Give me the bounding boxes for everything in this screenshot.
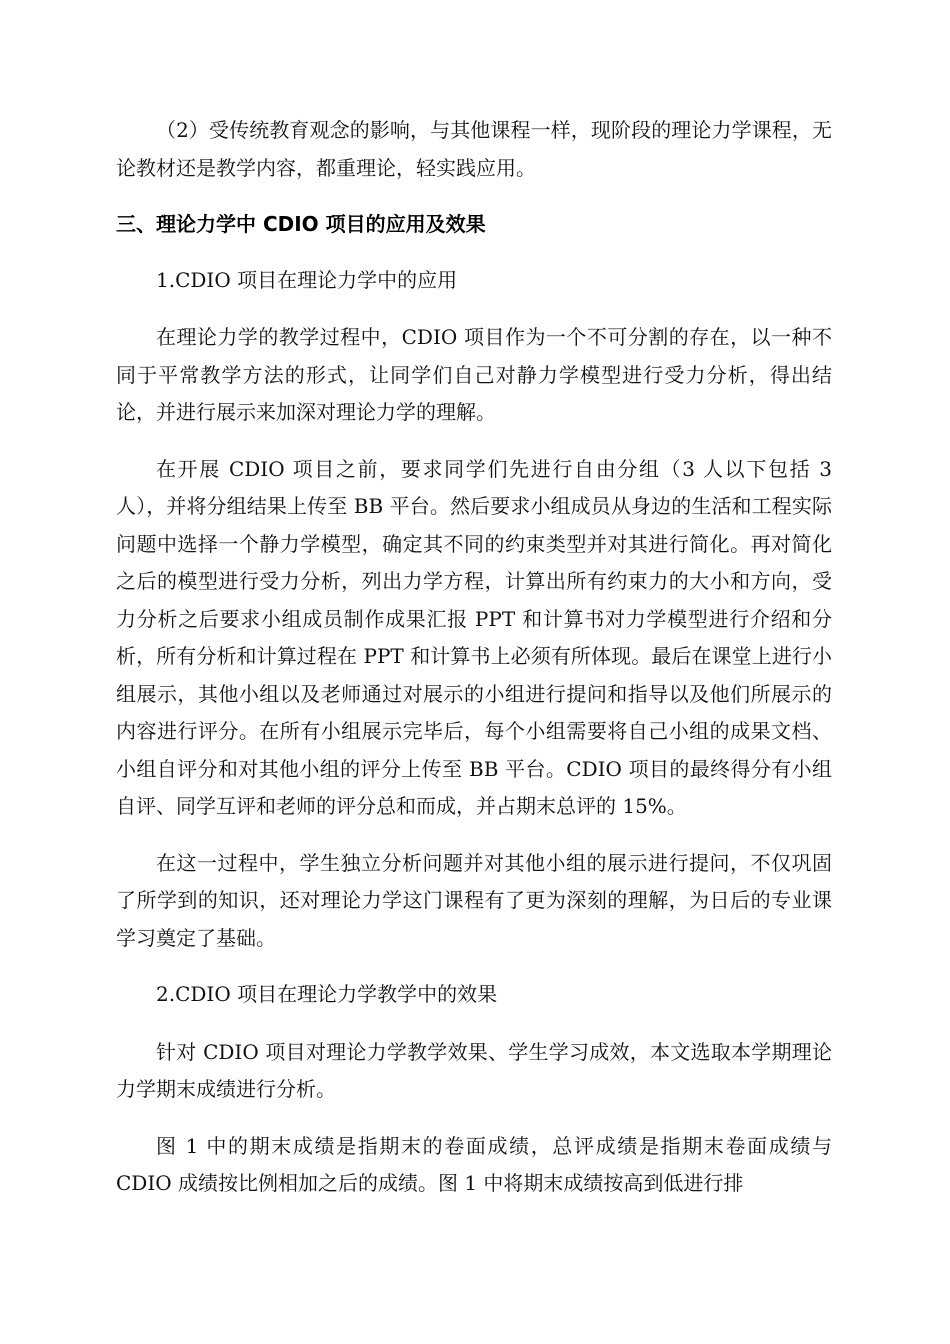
paragraph-cdio-intro: 在理论力学的教学过程中，CDIO 项目作为一个不可分割的存在，以一种不同于平常教学方法的形式，让同学们自己对静力学模型进行受力分析，得出结论，并进行展示来加深对理论力学的理解。 <box>116 325 832 424</box>
paragraph-figure-1-description: 图 1 中的期末成绩是指期末的卷面成绩，总评成绩是指期末卷面成绩与 CDIO 成绩按比例相加之后的成绩。图 1 中将期末成绩按高到低进行排 <box>116 1133 832 1195</box>
paragraph-cdio-process: 在开展 CDIO 项目之前，要求同学们先进行自由分组（3 人以下包括 3 人），并将分组结果上传至 BB 平台。然后要求小组成员从身边的生活和工程实际问题中选择一个静力学模型，确定其不同的约束类型并对其进行简化。再对简化之后的模型进行受力分析，列出力学方程，计算出所有约束力的大小和方向，受力分析之后要求小组成员制作成果汇报 PPT 和计算书对力学模型进行介绍和分析，所有分析和计算过程在 PPT 和计算书上必须有所体现。最后在课堂上进行小组展示，其他小组以及老师通过对展示的小组进行提问和指导以及他们所展示的内容进行评分。在所有小组展示完毕后，每个小组需要将自己小组的成果文档、小组自评分和对其他小组的评分上传至 BB 平台。CDIO 项目的最终得分有小组自评、同学互评和老师的评分总和而成，并占期末总评的 15%。 <box>116 456 832 818</box>
document-body <box>116 112 832 1222</box>
paragraph-reason-2: （2）受传统教育观念的影响，与其他课程一样，现阶段的理论力学课程，无论教材还是教学内容，都重理论，轻实践应用。 <box>116 118 832 180</box>
subsection-heading-1: 1.CDIO 项目在理论力学中的应用 <box>156 267 458 292</box>
paragraph-cdio-benefit: 在这一过程中，学生独立分析问题并对其他小组的展示进行提问，不仅巩固了所学到的知识，还对理论力学这门课程有了更为深刻的理解，为日后的专业课学习奠定了基础。 <box>116 850 832 950</box>
paragraph-analysis-scope: 针对 CDIO 项目对理论力学教学效果、学生学习成效，本文选取本学期理论力学期末成绩进行分析。 <box>116 1039 832 1101</box>
section-heading-3: 三、理论力学中 CDIO 项目的应用及效果 <box>116 212 486 236</box>
subsection-heading-2: 2.CDIO 项目在理论力学教学中的效果 <box>156 982 498 1006</box>
